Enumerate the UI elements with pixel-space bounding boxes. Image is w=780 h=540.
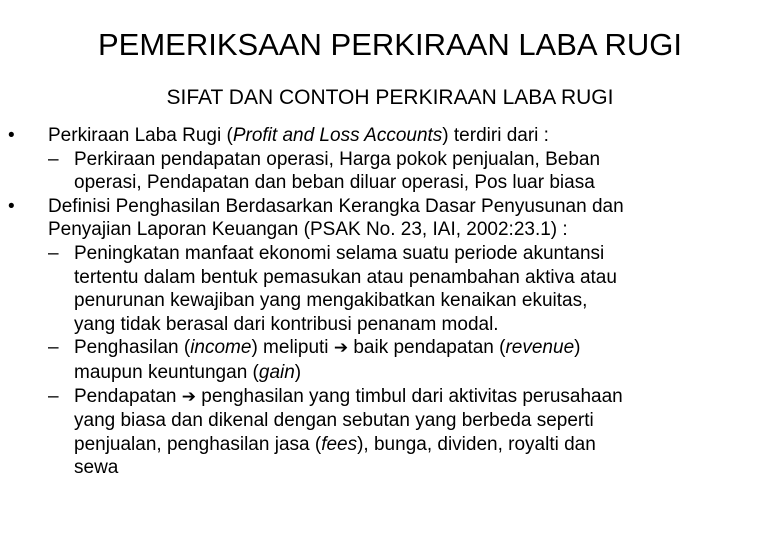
sub-item-pendapatan: [0, 385, 778, 480]
bullet-marker: •: [8, 195, 15, 217]
slide-body: [0, 124, 780, 480]
text-run: ): [574, 337, 581, 359]
italic-term: fees: [321, 433, 358, 455]
italic-term: gain: [258, 361, 295, 383]
dash-marker: –: [48, 385, 59, 407]
sub-item-line: [74, 385, 778, 410]
text-run: Penghasilan (: [74, 337, 191, 359]
sub-item-line: Perkiraan pendapatan operasi, Harga pokok penjualan, Beban: [74, 148, 601, 170]
bullet-definisi-penghasilan: [0, 195, 778, 242]
bullet-text: Penyajian Laporan Keuangan (PSAK No. 23, IAI, 2002:23.1) :: [48, 219, 568, 241]
italic-term: revenue: [505, 337, 575, 359]
text-run: ), bunga, dividen, royalti dan: [357, 433, 596, 455]
sub-item-peningkatan-manfaat: [0, 242, 778, 336]
sub-item-line: yang biasa dan dikenal dengan sebutan yang berbeda seperti: [74, 410, 594, 432]
sub-item-line: tertentu dalam bentuk pemasukan atau penambahan aktiva atau: [74, 266, 617, 288]
text-run: Perkiraan Laba Rugi (: [48, 125, 233, 146]
sub-item-line: [74, 433, 778, 457]
slide-subtitle: SIFAT DAN CONTOH PERKIRAAN LABA RUGI: [166, 86, 614, 109]
bullet-profit-loss-accounts: [0, 124, 778, 148]
text-run: baik pendapatan (: [348, 337, 506, 359]
slide-title: PEMERIKSAAN PERKIRAAN LABA RUGI: [97, 27, 682, 62]
bullet-marker: •: [8, 125, 15, 146]
dash-marker: –: [48, 337, 59, 359]
text-run: ) terdiri dari :: [442, 125, 549, 146]
right-arrow-icon: ➔: [333, 338, 349, 359]
sub-item-penghasilan-income: [0, 336, 778, 384]
sub-item-line: penurunan kewajiban yang mengakibatkan kenaikan ekuitas,: [74, 290, 588, 312]
dash-marker: –: [48, 242, 59, 264]
text-run: penghasilan yang timbul dari aktivitas perusahaan: [196, 385, 623, 407]
text-run: penjualan, penghasilan jasa (: [74, 433, 322, 455]
bullet-text: Definisi Penghasilan Berdasarkan Kerangka Dasar Penyusunan dan: [48, 195, 624, 217]
dash-marker: –: [48, 148, 59, 170]
text-run: ) meliputi: [251, 337, 334, 359]
sub-item-line: Peningkatan manfaat ekonomi selama suatu periode akuntansi: [74, 242, 605, 264]
sub-item-line: [74, 336, 778, 361]
right-arrow-icon: ➔: [181, 386, 197, 407]
italic-term: income: [190, 337, 252, 359]
sub-item-line: sewa: [74, 457, 119, 479]
sub-item-line: operasi, Pendapatan dan beban diluar operasi, Pos luar biasa: [74, 172, 595, 194]
sub-item-line: yang tidak berasal dari kontribusi penanam modal.: [74, 313, 499, 335]
text-run: ): [294, 361, 302, 383]
sub-item-account-types: [0, 148, 778, 195]
sub-item-line: [74, 361, 778, 385]
italic-term: Profit and Loss Accounts: [232, 125, 443, 146]
bullet-text: [48, 124, 778, 148]
text-run: maupun keuntungan (: [74, 361, 259, 383]
text-run: Pendapatan: [74, 385, 182, 407]
